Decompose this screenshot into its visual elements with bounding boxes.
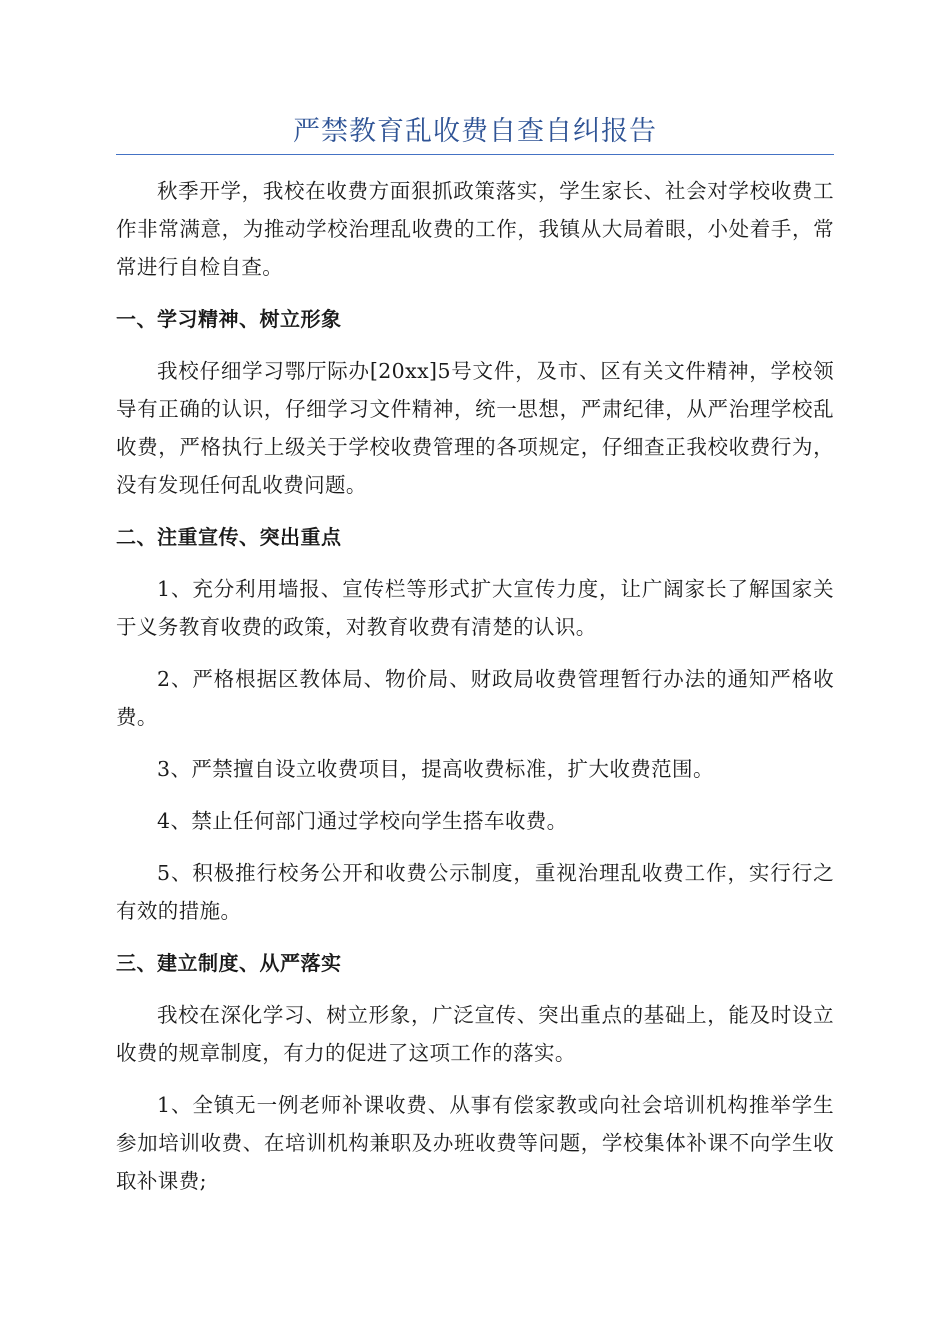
section-3-paragraph-1: 我校在深化学习、树立形象，广泛宣传、突出重点的基础上，能及时设立收费的规章制度，有力的促进了这项工作的落实。 — [116, 1003, 834, 1065]
section-2-paragraph-2: 2、严格根据区教体局、物价局、财政局收费管理暂行办法的通知严格收费。 — [116, 667, 834, 729]
section-heading-1: 一、学习精神、树立形象 — [116, 307, 342, 331]
section-3-paragraph-2: 1、全镇无一例老师补课收费、从事有偿家教或向社会培训机构推举学生参加培训收费、在培训机构兼职及办班收费等问题，学校集体补课不向学生收取补课费; — [116, 1093, 834, 1193]
document-title: 严禁教育乱收费自查自纠报告 — [293, 116, 657, 147]
section-1-paragraph-1: 我校仔细学习鄂厅际办[20xx]5号文件，及市、区有关文件精神，学校领导有正确的认识，仔细学习文件精神，统一思想，严肃纪律，从严治理学校乱收费，严格执行上级关于学校收费管理的各项规定，仔细查正我校收费行为，没有发现任何乱收费问题。 — [116, 359, 834, 497]
section-2-paragraph-5: 5、积极推行校务公开和收费公示制度，重视治理乱收费工作，实行行之有效的措施。 — [116, 861, 834, 923]
intro-paragraph: 秋季开学，我校在收费方面狠抓政策落实，学生家长、社会对学校收费工作非常满意，为推动学校治理乱收费的工作，我镇从大局着眼，小处着手，常常进行自检自查。 — [116, 179, 834, 279]
section-heading-2: 二、注重宣传、突出重点 — [116, 525, 342, 549]
title-underline — [116, 154, 834, 155]
section-2-paragraph-4: 4、禁止任何部门通过学校向学生搭车收费。 — [157, 809, 568, 833]
section-heading-3: 三、建立制度、从严落实 — [116, 951, 342, 975]
section-2-paragraph-1: 1、充分利用墙报、宣传栏等形式扩大宣传力度，让广阔家长了解国家关于义务教育收费的政策，对教育收费有清楚的认识。 — [116, 577, 834, 639]
section-2-paragraph-3: 3、严禁擅自设立收费项目，提高收费标准，扩大收费范围。 — [157, 757, 714, 781]
document-body — [116, 172, 834, 1214]
